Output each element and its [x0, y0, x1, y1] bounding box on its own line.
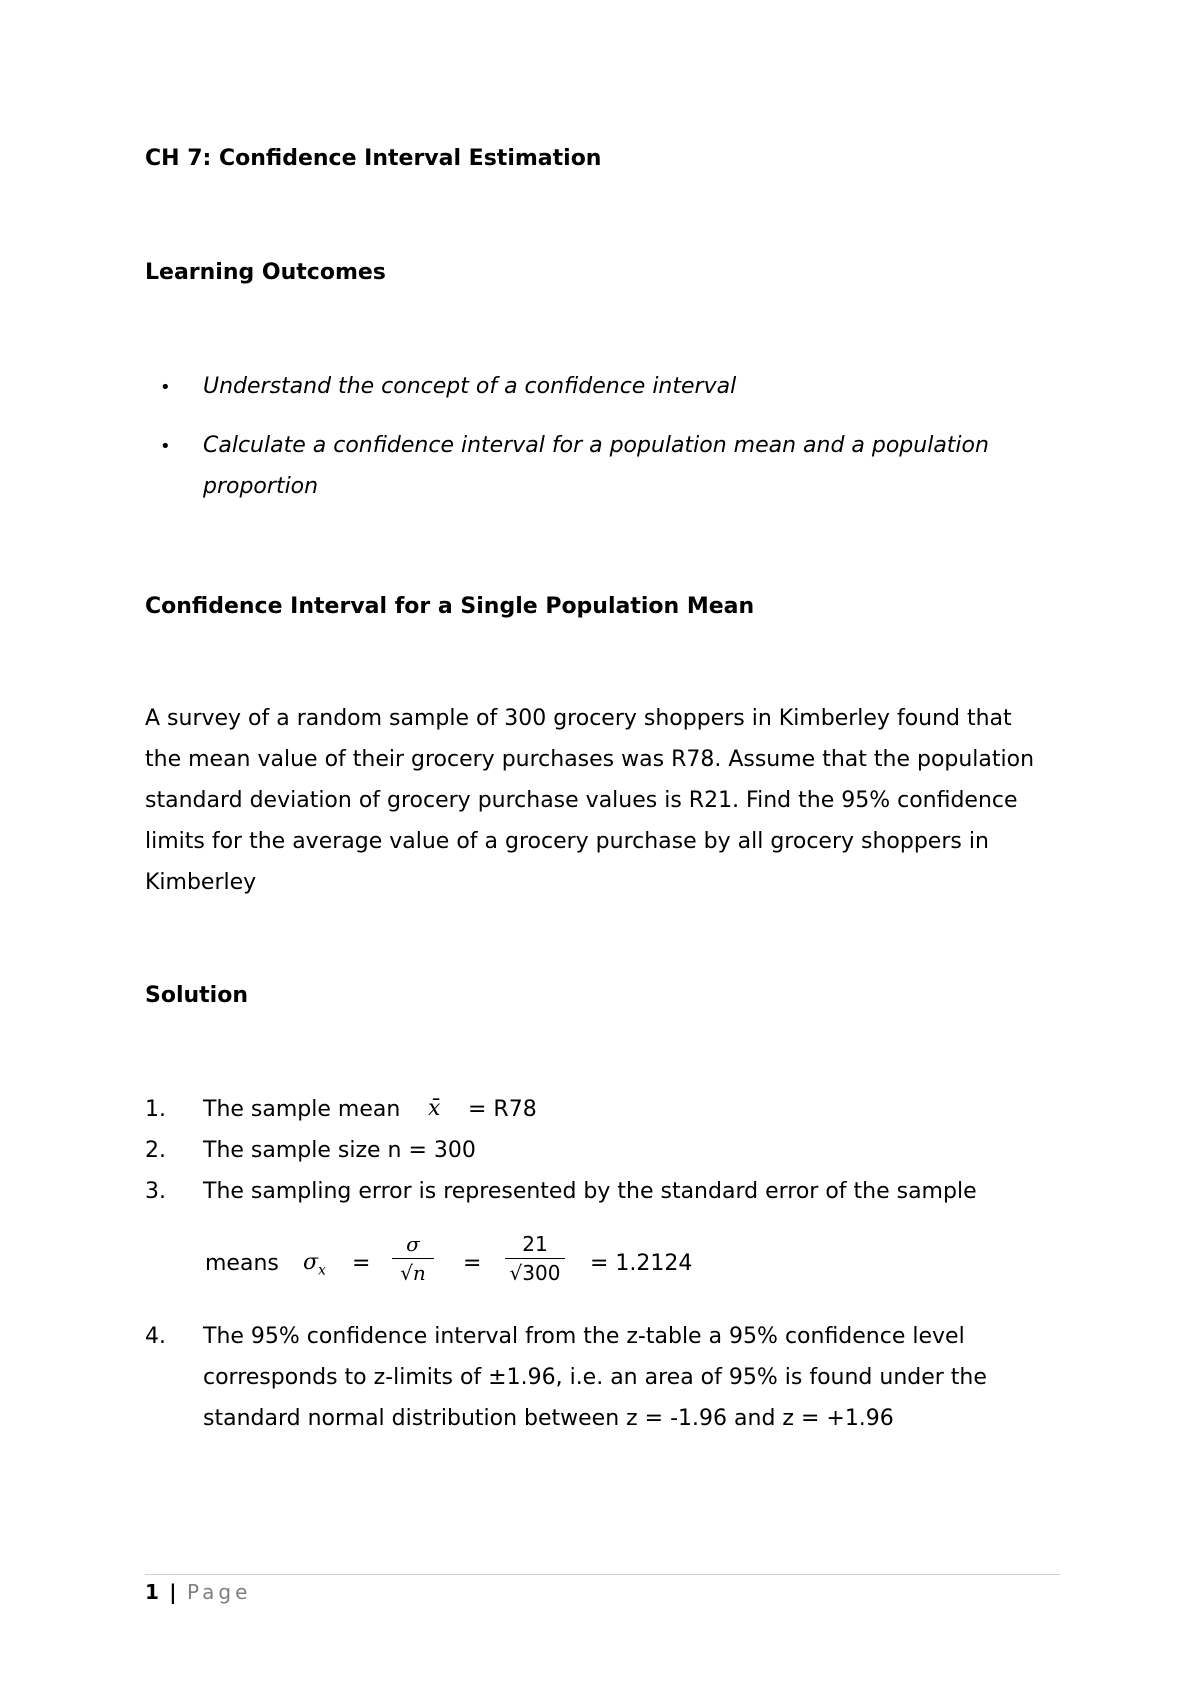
- step-text: The sample mean: [203, 1097, 401, 1122]
- page-footer: [145, 1580, 251, 1604]
- step-number: 1.: [145, 1097, 166, 1122]
- paragraph-line: limits for the average value of a grocery purchase by all grocery shoppers in: [145, 829, 989, 854]
- sample-mean-value: = R78: [468, 1097, 537, 1122]
- paragraph-line: the mean value of their grocery purchases was R78. Assume that the population: [145, 747, 1035, 772]
- page-separator: |: [169, 1580, 177, 1604]
- bullet-icon: •: [160, 436, 171, 457]
- standard-error-result: = 1.2124: [590, 1251, 693, 1276]
- step-number: 4.: [145, 1324, 166, 1349]
- step-text: The sampling error is represented by the standard error of the sample: [203, 1179, 977, 1204]
- equals-sign: =: [463, 1251, 482, 1276]
- list-item-text-continued: proportion: [203, 474, 319, 499]
- solution-heading: Solution: [145, 983, 248, 1008]
- section-heading: Confidence Interval for a Single Population Mean: [145, 594, 755, 619]
- paragraph-line: standard deviation of grocery purchase values is R21. Find the 95% confidence: [145, 788, 1018, 813]
- equals-sign: =: [352, 1251, 371, 1276]
- learning-outcomes-heading: Learning Outcomes: [145, 260, 386, 285]
- list-item-text: Calculate a confidence interval for a population mean and a population: [203, 433, 989, 458]
- document-title: CH 7: Confidence Interval Estimation: [145, 146, 602, 171]
- fraction-sigma-over-root-n: $\frac{\sigma}{√n}$: [392, 1232, 434, 1285]
- step-text-continued: corresponds to z-limits of ±1.96, i.e. an area of 95% is found under the: [203, 1365, 987, 1390]
- list-item-text: Understand the concept of a confidence interval: [203, 374, 737, 399]
- means-label: means: [205, 1251, 279, 1276]
- bullet-icon: •: [160, 377, 171, 398]
- paragraph-line: Kimberley: [145, 870, 257, 895]
- paragraph-line: A survey of a random sample of 300 grocery shoppers in Kimberley found that: [145, 706, 1012, 731]
- step-text-continued: standard normal distribution between z = -1.96 and z = +1.96: [203, 1406, 894, 1431]
- page-number: 1: [145, 1580, 159, 1604]
- step-number: 3.: [145, 1179, 166, 1204]
- sigma-symbol: $\sigma_x$: [303, 1250, 326, 1279]
- step-text: The sample size n = 300: [203, 1138, 476, 1163]
- fraction-21-over-root-300: $\frac{21}{√300}$: [505, 1232, 565, 1285]
- step-text: The 95% confidence interval from the z-table a 95% confidence level: [203, 1324, 965, 1349]
- footer-divider: [145, 1574, 1060, 1575]
- page-label: Page: [186, 1580, 252, 1604]
- sample-mean-symbol: x̄: [428, 1096, 441, 1121]
- step-number: 2.: [145, 1138, 166, 1163]
